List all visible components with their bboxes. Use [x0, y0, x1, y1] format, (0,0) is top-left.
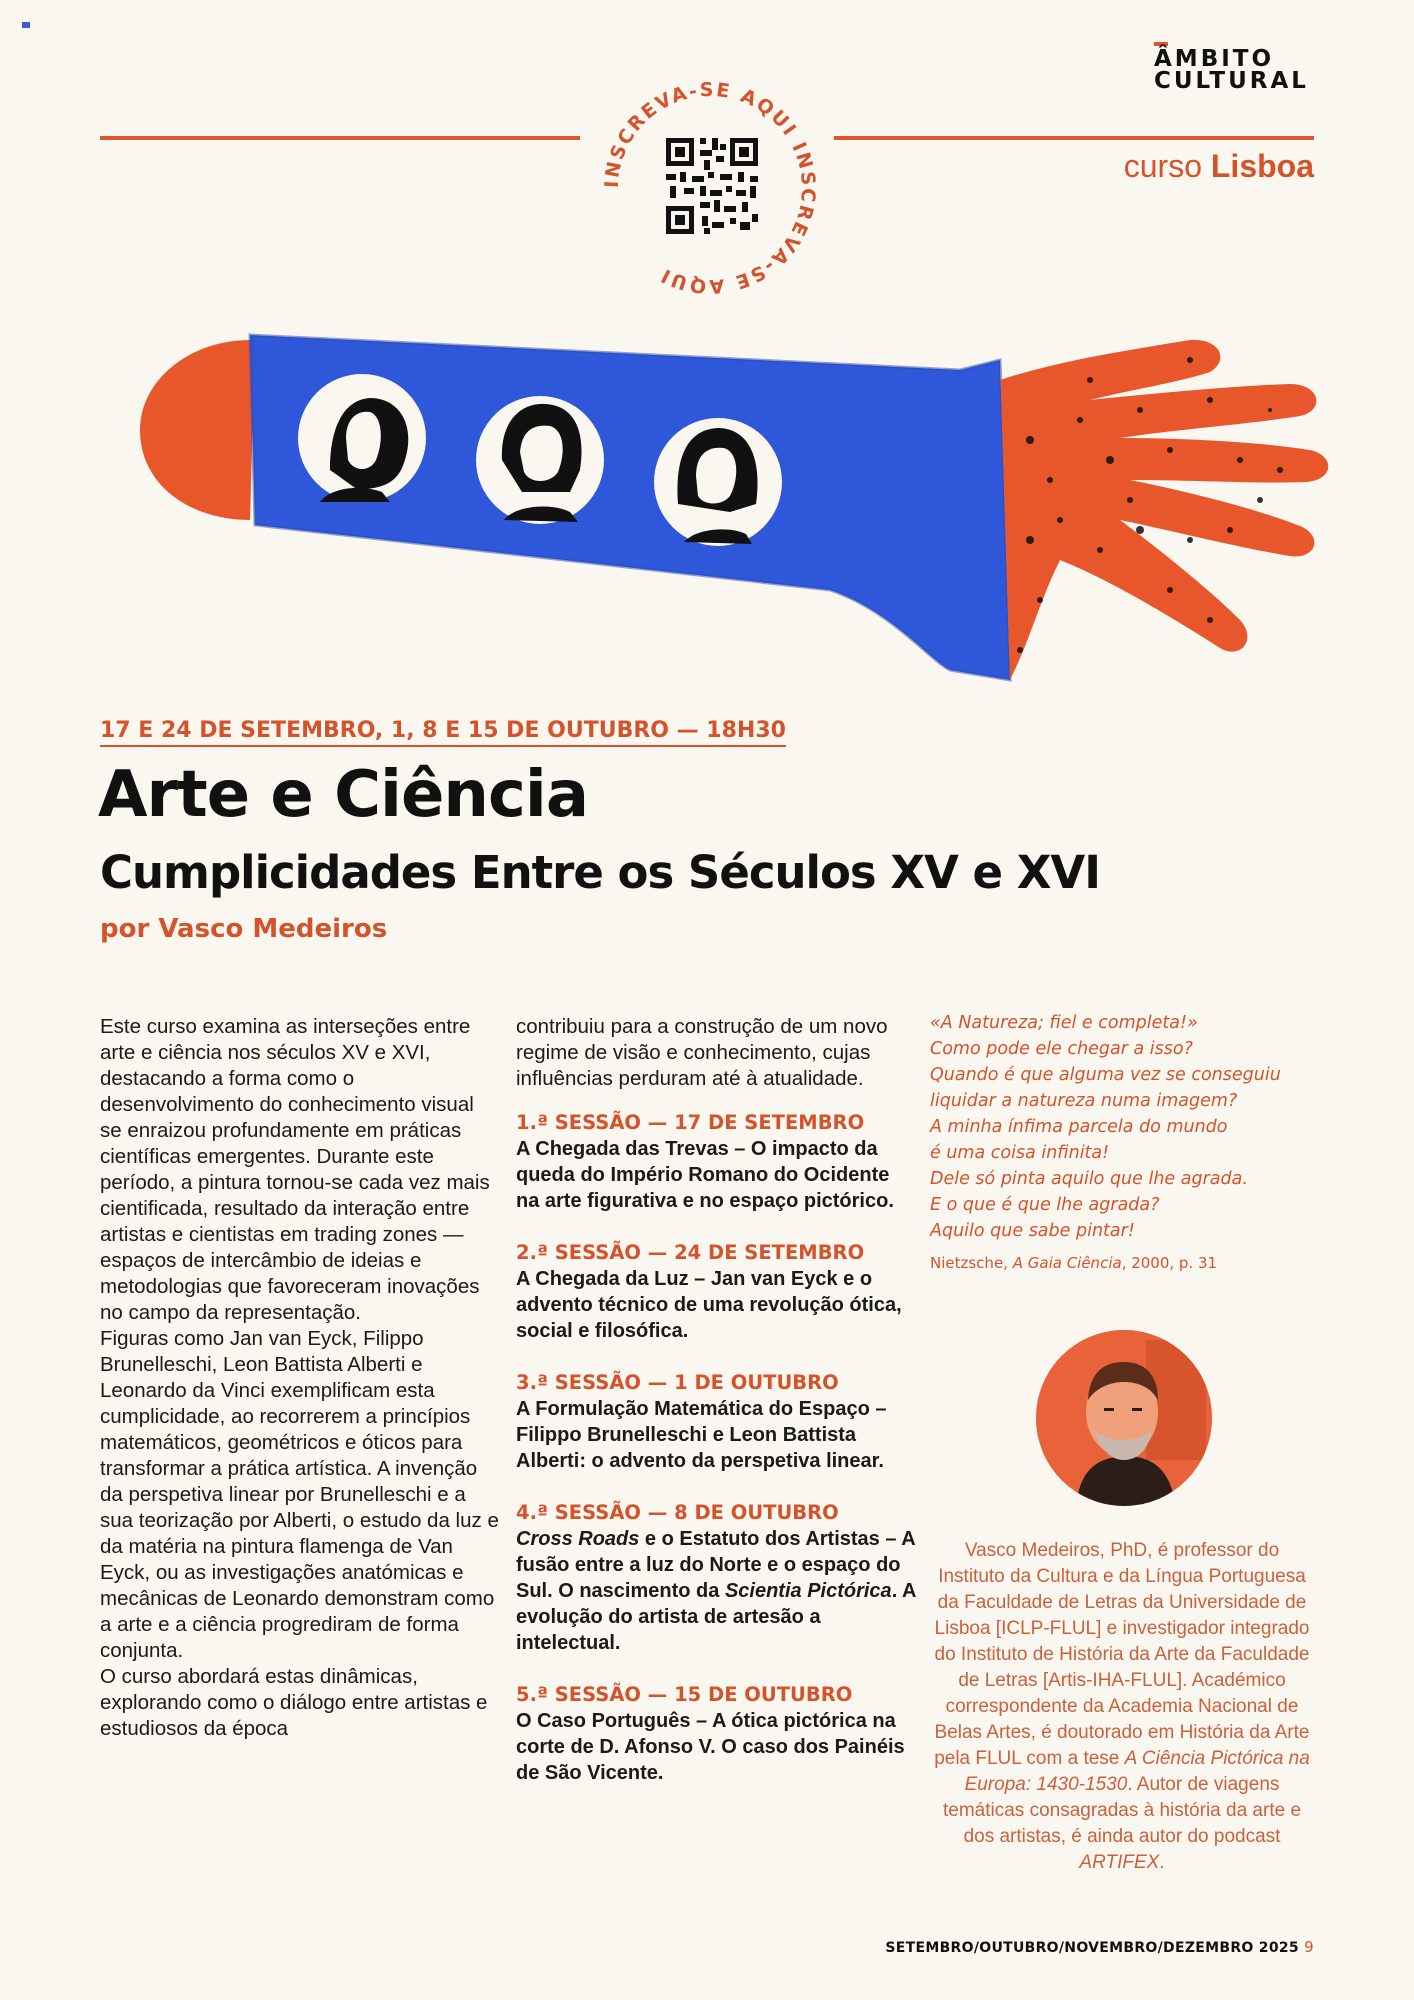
quote-line: liquidar a natureza numa imagem? [930, 1091, 1238, 1111]
session-item [516, 1500, 916, 1656]
header-rule-left [100, 136, 580, 140]
course-label: curso [1123, 148, 1202, 184]
session-italic-term: Scientia Pictórica [724, 1580, 892, 1602]
session-description: A Formulação Matemática do Espaço – Filippo Brunelleschi e Leon Battista Alberti: o advento da perspetiva linear. [516, 1398, 887, 1472]
event-author: por Vasco Medeiros [100, 914, 388, 944]
description-paragraph-3: O curso abordará estas dinâmicas, explorando como o diálogo entre artistas e estudiosos da época [100, 1665, 488, 1740]
session-heading: 2.ª SESSÃO — 24 DE SETEMBRO [516, 1241, 865, 1264]
session-heading: 3.ª SESSÃO — 1 DE OUTUBRO [516, 1371, 839, 1394]
qr-code-signup[interactable] [600, 78, 820, 298]
session-item [516, 1240, 916, 1344]
quote-line: é uma coisa infinita! [930, 1143, 1110, 1163]
session-description: Cross Roads e o Estatuto dos Artistas – A fusão entre a luz do Norte e o espaço do Sul. O nascimento da Scientia Pictórica. A evolução do artista de artesão a intelectual. [516, 1528, 916, 1654]
qr-ring-text: INSCREVA-SE AQUI INSCREVA-SE AQUI [600, 78, 820, 298]
quote-line: «A Natureza; fiel e completa!» [930, 1013, 1198, 1033]
quote-line: Aquilo que sabe pintar! [930, 1221, 1135, 1241]
description-column [100, 1014, 500, 1742]
session-description: O Caso Português – A ótica pictórica na corte de D. Afonso V. O caso dos Painéis de São Vicente. [516, 1710, 905, 1784]
event-subtitle: Cumplicidades Entre os Séculos XV e XVI [100, 846, 1100, 899]
session-item [516, 1682, 916, 1786]
portrait-window-3 [654, 418, 782, 546]
corner-mark [22, 22, 30, 28]
author-photo [1036, 1330, 1212, 1506]
qr-code-icon [600, 78, 820, 298]
author-bio: Vasco Medeiros, PhD, é professor do Instituto da Cultura e da Língua Portuguesa da Faculdade de Letras da Universidade de Lisboa [ICLP-FLUL] e investigador integrado do Instituto de História da Arte da Faculdade de Letras [Artis-IHA-FLUL]. Académico correspondente da Academia Nacional de Belas Artes, é doutorado em História da Arte pela FLUL com a tese A Ciência Pictórica na Europa: 1430-1530. Autor de viagens temáticas consagradas à história da arte e dos artistas, é ainda autor do podcast ARTIFEX. [934, 1540, 1310, 1873]
description-continuation: contribuiu para a construção de um novo regime de visão e conhecimento, cujas influências perduram até à atualidade. [516, 1015, 888, 1090]
quote-line: Como pode ele chegar a isso? [930, 1039, 1193, 1059]
brand-line-2: CULTURAL [1154, 68, 1309, 94]
portrait-window-2 [476, 396, 604, 524]
session-heading: 1.ª SESSÃO — 17 DE SETEMBRO [516, 1111, 865, 1134]
quote-line: A minha ínfima parcela do mundo [930, 1117, 1228, 1137]
rocket-hand-illustration [130, 320, 1350, 780]
orange-hand [1000, 340, 1328, 680]
event-title: Arte e Ciência [98, 758, 588, 832]
session-description: A Chegada da Luz – Jan van Eyck e o advento técnico de uma revolução ótica, social e filosófica. [516, 1268, 902, 1342]
session-item [516, 1110, 916, 1214]
session-heading: 4.ª SESSÃO — 8 DE OUTUBRO [516, 1501, 839, 1524]
nietzsche-quote [930, 1010, 1330, 1276]
page-number: 9 [1304, 1938, 1314, 1956]
description-paragraph-2: Figuras como Jan van Eyck, Filippo Brunelleschi, Leon Battista Alberti e Leonardo da Vinci exemplificam esta cumplicidade, ao recorrerem a princípios matemáticos, geométricos e óticos para transformar a prática artística. A invenção da perspetiva linear por Brunelleschi e a sua teorização por Alberti, o estudo da luz e da matéria na pintura flamenga de Van Eyck, ou as investigações anatómicas e mecânicas de Leonardo demonstram como a arte e a ciência progrediram de forma conjunta. [100, 1327, 499, 1662]
course-city: Lisboa [1210, 148, 1314, 184]
brand-line-1: ÂMBITO [1154, 46, 1275, 72]
page-footer [885, 1938, 1314, 1956]
session-description: A Chegada das Trevas – O impacto da queda do Império Romano do Ocidente na arte figurativa e no espaço pictórico. [516, 1138, 894, 1212]
thesis-title: A Ciência Pictórica na Europa: 1430-1530 [964, 1748, 1310, 1795]
quote-line: Dele só pinta aquilo que lhe agrada. [930, 1169, 1248, 1189]
issue-label: SETEMBRO/OUTUBRO/NOVEMBRO/DEZEMBRO 2025 [885, 1940, 1299, 1956]
session-italic-term: Cross Roads [516, 1528, 640, 1550]
quote-line: Quando é que alguma vez se conseguiu [930, 1065, 1281, 1085]
course-location [1124, 148, 1314, 185]
sessions-column [516, 1014, 916, 1812]
event-dates: 17 E 24 DE SETEMBRO, 1, 8 E 15 DE OUTUBRO — 18H30 [100, 718, 786, 747]
description-paragraph-1: Este curso examina as interseções entre arte e ciência nos séculos XV e XVI, destacando a forma como o desenvolvimento do conhecimento visual se enraizou profundamente em práticas científicas emergentes. Durante este período, a pintura tornou-se cada vez mais cientificada, resultado da interação entre artistas e cientistas em trading zones — espaços de intercâmbio de ideias e metodologias que favoreceram inovações no campo da representação. [100, 1015, 490, 1324]
brand-logo[interactable] [1114, 40, 1314, 96]
session-heading: 5.ª SESSÃO — 15 DE OUTUBRO [516, 1683, 853, 1706]
session-item [516, 1370, 916, 1474]
header-rule-right [834, 136, 1314, 140]
podcast-name: ARTIFEX [1079, 1852, 1160, 1873]
portrait-window-1 [298, 374, 426, 502]
quote-line: E o que é que lhe agrada? [930, 1195, 1160, 1215]
quote-source: Nietzsche, A Gaia Ciência, 2000, p. 31 [930, 1254, 1218, 1272]
